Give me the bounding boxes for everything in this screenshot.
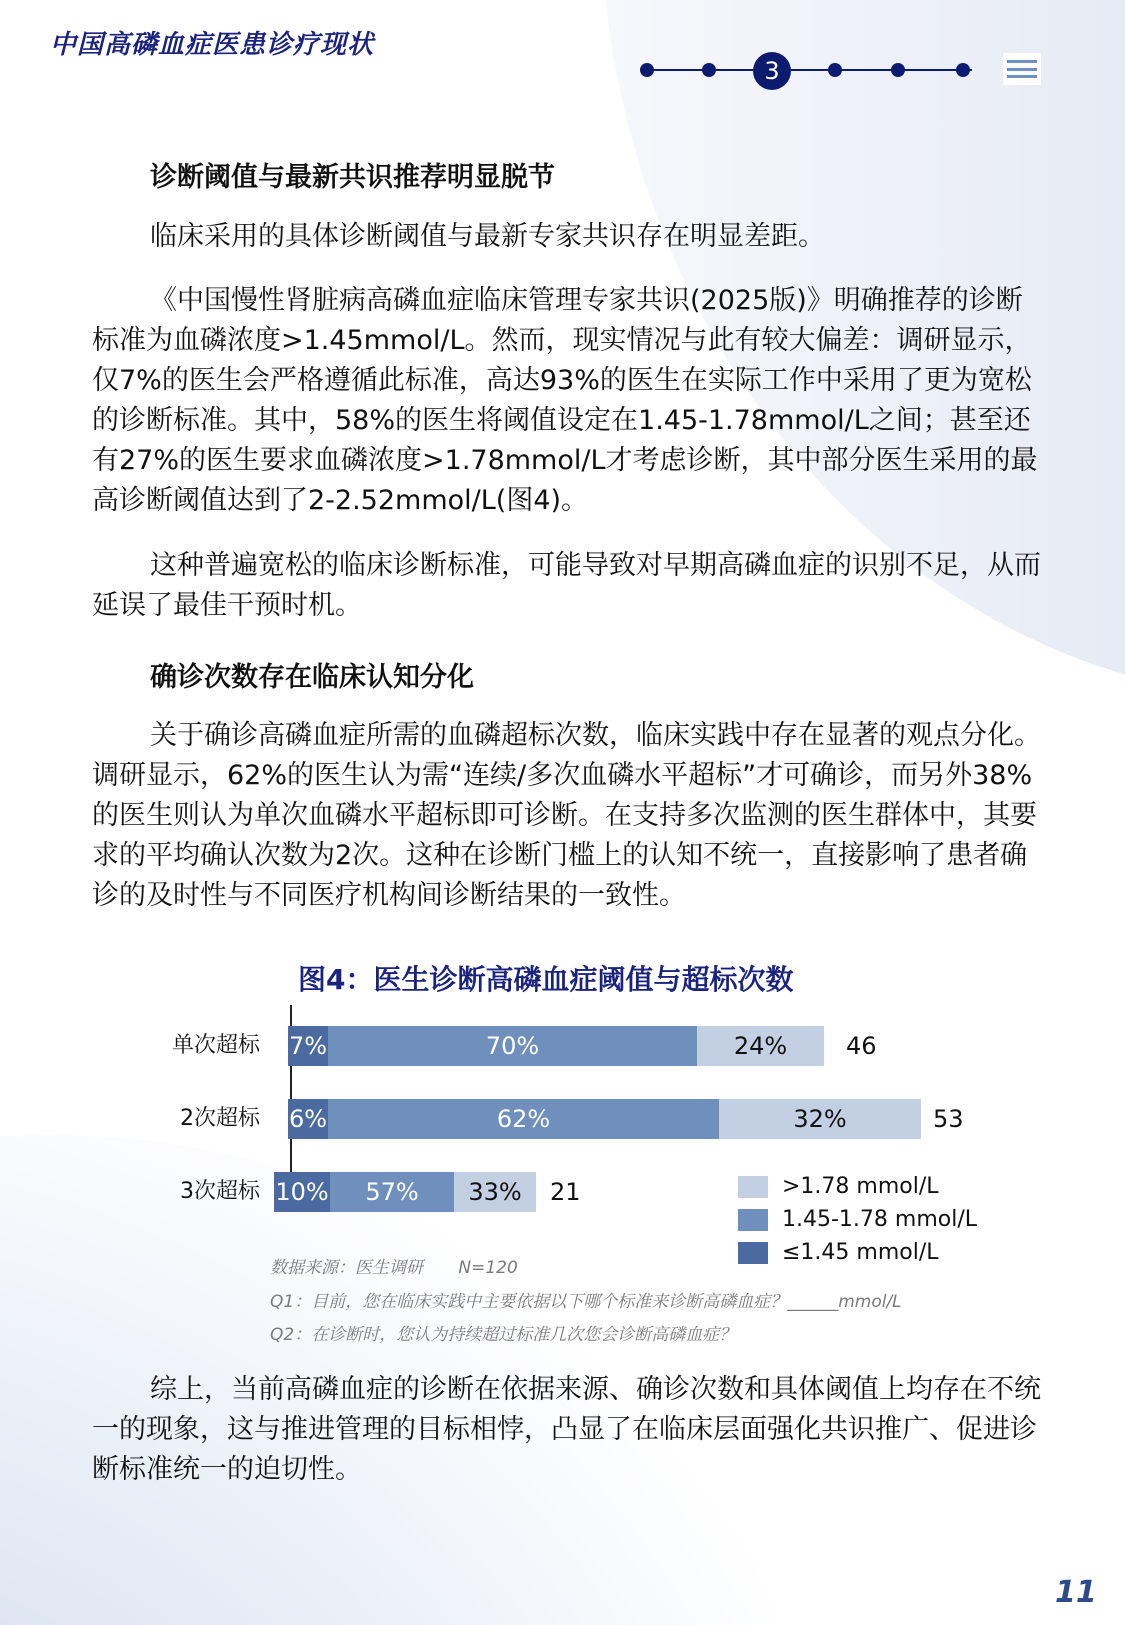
menu-bar xyxy=(1007,75,1037,78)
bar-segment-le145: 10% xyxy=(274,1172,330,1212)
legend-swatch xyxy=(738,1209,768,1231)
legend-swatch xyxy=(738,1176,768,1198)
bar-segment-le145: 6% xyxy=(288,1099,328,1139)
bar-segment-gt178: 33% xyxy=(454,1172,536,1212)
category-label: 单次超标 xyxy=(171,1033,260,1058)
bar-total: 21 xyxy=(550,1178,581,1206)
chapter-progress-nav xyxy=(640,52,980,88)
progress-line xyxy=(648,69,972,71)
bar-segment-gt178: 32% xyxy=(719,1099,921,1139)
bar-segment-145-178: 70% xyxy=(328,1026,697,1066)
bar-total: 53 xyxy=(933,1105,964,1133)
menu-bar xyxy=(1007,68,1037,71)
section-heading-diagnosis-count: 确诊次数存在临床认知分化 xyxy=(150,662,474,693)
progress-step-current[interactable]: 3 xyxy=(753,52,791,90)
menu-bar xyxy=(1007,60,1037,63)
conclusion-paragraph: 综上，当前高磷血症的诊断在依据来源、确诊次数和具体阈值上均存在不统一的现象，这与推进管理的目标相悖，凸显了在临床层面强化共识推广、促进诊断标准统一的迫切性。 xyxy=(92,1374,1041,1485)
legend-label: >1.78 mmol/L xyxy=(782,1174,939,1199)
progress-step-1[interactable] xyxy=(640,63,654,77)
paragraph: 关于确诊高磷血症所需的血磷超标次数，临床实践中存在显著的观点分化。调研显示，62%的医生认为需“连续/多次血磷水平超标”才可确诊，而另外38%的医生则认为单次血磷水平超标即可诊断。在支持多次监测的医生群体中，其要求的平均确认次数为2次。这种在诊断门槛上的认知不统一，直接影响了患者确诊的及时性与不同医疗机构间诊断结果的一致性。 xyxy=(92,720,1041,911)
figure-source-note xyxy=(270,1253,518,1278)
legend-label: ≤1.45 mmol/L xyxy=(782,1240,939,1265)
bar-segment-145-178: 62% xyxy=(328,1099,719,1139)
source-label: 数据来源：医生调研 xyxy=(270,1258,423,1278)
paragraph: 《中国慢性肾脏病高磷血症临床管理专家共识(2025版)》明确推荐的诊断标准为血磷浓度>1.45mmol/L。然而，现实情况与此有较大偏差：调研显示，仅7%的医生会严格遵循此标准，高达93%的医生在实际工作中采用了更为宽松的诊断标准。其中，58%的医生将阈值设定在1.45-1.78mmol/L之间；甚至还有27%的医生要求血磷浓度>1.78mmol/L才考虑诊断，其中部分医生采用的最高诊断阈值达到了2-2.52mmol/L(图4)。 xyxy=(92,285,1038,516)
bar-row-twice xyxy=(288,1099,921,1139)
legend-item xyxy=(738,1170,977,1203)
brand-title: 中国高磷血症医患诊疗现状 xyxy=(50,30,375,60)
paragraph: 临床采用的具体诊断阈值与最新专家共识存在明显差距。 xyxy=(150,221,825,252)
bar-segment-le145: 7% xyxy=(288,1026,328,1066)
legend-label: 1.45-1.78 mmol/L xyxy=(782,1207,978,1232)
bar-segment-gt178: 24% xyxy=(697,1026,824,1066)
category-label: 3次超标 xyxy=(180,1179,260,1204)
bar-total: 46 xyxy=(846,1032,877,1060)
bar-row-single xyxy=(288,1026,824,1066)
category-label: 2次超标 xyxy=(180,1106,260,1131)
menu-icon[interactable] xyxy=(1003,53,1041,85)
figure-title: 图4：医生诊断高磷血症阈值与超标次数 xyxy=(298,963,794,996)
legend-item xyxy=(738,1236,977,1269)
figure-question-2: Q2：在诊断时，您认为持续超过标准几次您会诊断高磷血症？ xyxy=(270,1325,737,1345)
page-number: 11 xyxy=(1055,1575,1097,1610)
progress-step-5[interactable] xyxy=(891,63,905,77)
figure-question-1: Q1：目前，您在临床实践中主要依据以下哪个标准来诊断高磷血症？______mmol/L xyxy=(270,1292,902,1312)
progress-step-4[interactable] xyxy=(828,63,842,77)
bar-row-three-times xyxy=(274,1172,536,1212)
legend-item xyxy=(738,1203,977,1236)
paragraph: 这种普遍宽松的临床诊断标准，可能导致对早期高磷血症的识别不足，从而延误了最佳干预时机。 xyxy=(92,550,1041,621)
progress-step-6[interactable] xyxy=(956,63,970,77)
section-heading-threshold: 诊断阈值与最新共识推荐明显脱节 xyxy=(150,162,555,193)
sample-size: N=120 xyxy=(458,1258,518,1278)
progress-step-2[interactable] xyxy=(702,63,716,77)
legend-swatch xyxy=(738,1242,768,1264)
chart-legend xyxy=(738,1170,977,1269)
bar-segment-145-178: 57% xyxy=(330,1172,454,1212)
